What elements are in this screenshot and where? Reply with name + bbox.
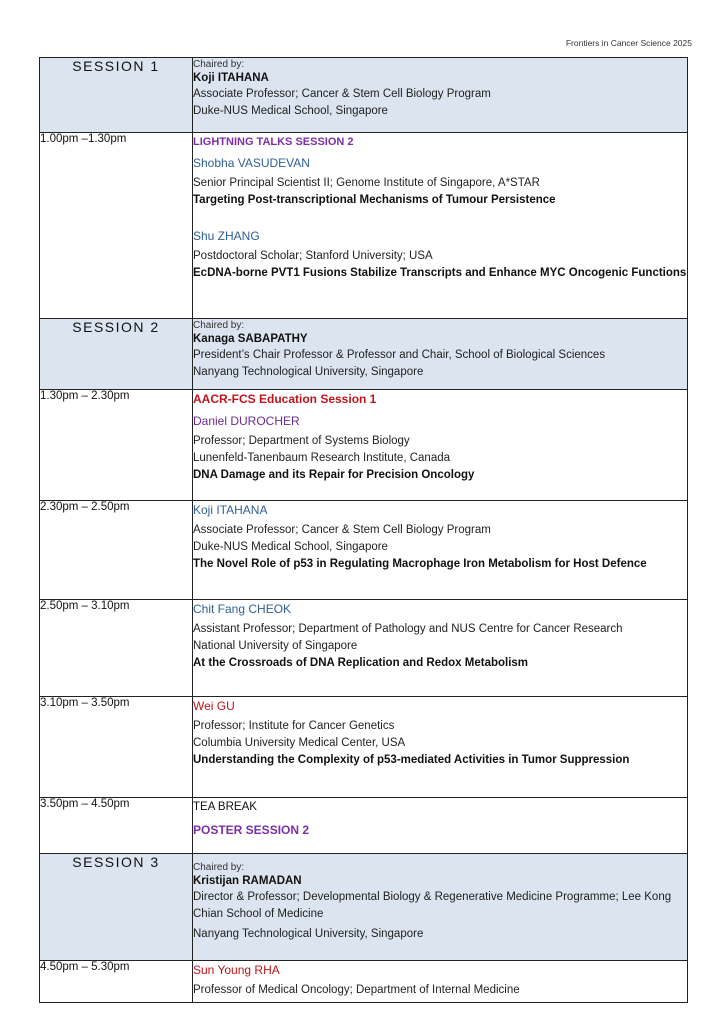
programme-table <box>39 57 688 1003</box>
chair-name: Koji ITAHANA <box>193 72 269 84</box>
chaired-by-label: Chaired by: <box>193 59 245 70</box>
lightning-talks-row <box>40 133 688 319</box>
talk-title: Understanding the Complexity of p53-mediated Activities in Tumor Suppression <box>193 754 630 766</box>
speaker-affiliation: Duke-NUS Medical School, Singapore <box>193 541 388 553</box>
poster-session-label: POSTER SESSION 2 <box>193 823 310 837</box>
chaired-by-label: Chaired by: <box>193 320 245 331</box>
session-type-label: AACR-FCS Education Session 1 <box>193 392 377 406</box>
talk-cell <box>193 961 688 1003</box>
speaker-name: Chit Fang CHEOK <box>193 602 292 616</box>
chair-affiliation: President’s Chair Professor & Professor and Chair, School of Biological Sciences <box>193 349 606 361</box>
speaker-name: Sun Young RHA <box>193 963 280 977</box>
session-label: SESSION 3 <box>40 854 193 961</box>
chair-affiliation: Nanyang Technological University, Singapore <box>193 366 424 378</box>
speaker-affiliation: Postdoctoral Scholar; Stanford University; USA <box>193 250 433 262</box>
talk-cell <box>193 697 688 798</box>
talk-row <box>40 961 688 1003</box>
session-chair-cell <box>193 854 688 961</box>
break-cell <box>193 798 688 854</box>
speaker-affiliation: National University of Singapore <box>193 640 358 652</box>
talk-title: EcDNA-borne PVT1 Fusions Stabilize Transcripts and Enhance MYC Oncogenic Functions <box>193 267 687 279</box>
time-slot: 4.50pm – 5.30pm <box>40 961 193 1003</box>
time-slot: 1.00pm –1.30pm <box>40 133 193 319</box>
speaker-affiliation: Professor; Department of Systems Biology <box>193 435 410 447</box>
chair-name: Kristijan RAMADAN <box>193 875 302 887</box>
session-chair-cell <box>193 58 688 133</box>
speaker-affiliation: Columbia University Medical Center, USA <box>193 737 406 749</box>
time-slot: 3.50pm – 4.50pm <box>40 798 193 854</box>
speaker-name: Shobha VASUDEVAN <box>193 156 310 170</box>
chair-affiliation: Director & Professor; Developmental Biology & Regenerative Medicine Programme; Lee Kong Chian School of Medicine <box>193 891 672 920</box>
speaker-name: Koji ITAHANA <box>193 503 268 517</box>
speaker-name: Daniel DUROCHER <box>193 414 300 428</box>
tea-break-label: TEA BREAK <box>193 801 257 813</box>
session-3-row <box>40 854 688 961</box>
speaker-affiliation: Assistant Professor; Department of Pathology and NUS Centre for Cancer Research <box>193 623 623 635</box>
talk-title: Targeting Post-transcriptional Mechanisms of Tumour Persistence <box>193 194 556 206</box>
time-slot: 3.10pm – 3.50pm <box>40 697 193 798</box>
chaired-by-label: Chaired by: <box>193 862 245 873</box>
chair-name: Kanaga SABAPATHY <box>193 333 308 345</box>
session-chair-cell <box>193 319 688 390</box>
time-slot: 2.50pm – 3.10pm <box>40 600 193 697</box>
talk-row <box>40 501 688 600</box>
talk-row <box>40 390 688 501</box>
talk-cell <box>193 501 688 600</box>
session-label: SESSION 2 <box>40 319 193 390</box>
talk-row <box>40 697 688 798</box>
speaker-name: Shu ZHANG <box>193 229 260 243</box>
document-header-title: Frontiers in Cancer Science 2025 <box>565 38 692 48</box>
speaker-affiliation: Associate Professor; Cancer & Stem Cell Biology Program <box>193 524 491 536</box>
talk-cell <box>193 390 688 501</box>
chair-affiliation: Associate Professor; Cancer & Stem Cell Biology Program <box>193 88 491 100</box>
talk-cell <box>193 600 688 697</box>
time-slot: 2.30pm – 2.50pm <box>40 501 193 600</box>
speaker-affiliation: Senior Principal Scientist II; Genome Institute of Singapore, A*STAR <box>193 177 540 189</box>
chair-affiliation: Duke-NUS Medical School, Singapore <box>193 105 388 117</box>
talk-row <box>40 600 688 697</box>
session-label: SESSION 1 <box>40 58 193 133</box>
speaker-affiliation: Professor; Institute for Cancer Genetics <box>193 720 395 732</box>
talk-title: At the Crossroads of DNA Replication and Redox Metabolism <box>193 657 529 669</box>
speaker-affiliation: Lunenfeld-Tanenbaum Research Institute, Canada <box>193 452 451 464</box>
talk-cell <box>193 133 688 319</box>
speaker-affiliation: Professor of Medical Oncology; Department of Internal Medicine <box>193 984 520 996</box>
chair-affiliation: Nanyang Technological University, Singapore <box>193 928 424 940</box>
session-1-row <box>40 58 688 133</box>
session-type-label: LIGHTNING TALKS SESSION 2 <box>193 136 354 148</box>
session-2-row <box>40 319 688 390</box>
talk-title: The Novel Role of p53 in Regulating Macrophage Iron Metabolism for Host Defence <box>193 558 647 570</box>
speaker-name: Wei GU <box>193 699 235 713</box>
talk-title: DNA Damage and its Repair for Precision Oncology <box>193 469 475 481</box>
time-slot: 1.30pm – 2.30pm <box>40 390 193 501</box>
break-row <box>40 798 688 854</box>
